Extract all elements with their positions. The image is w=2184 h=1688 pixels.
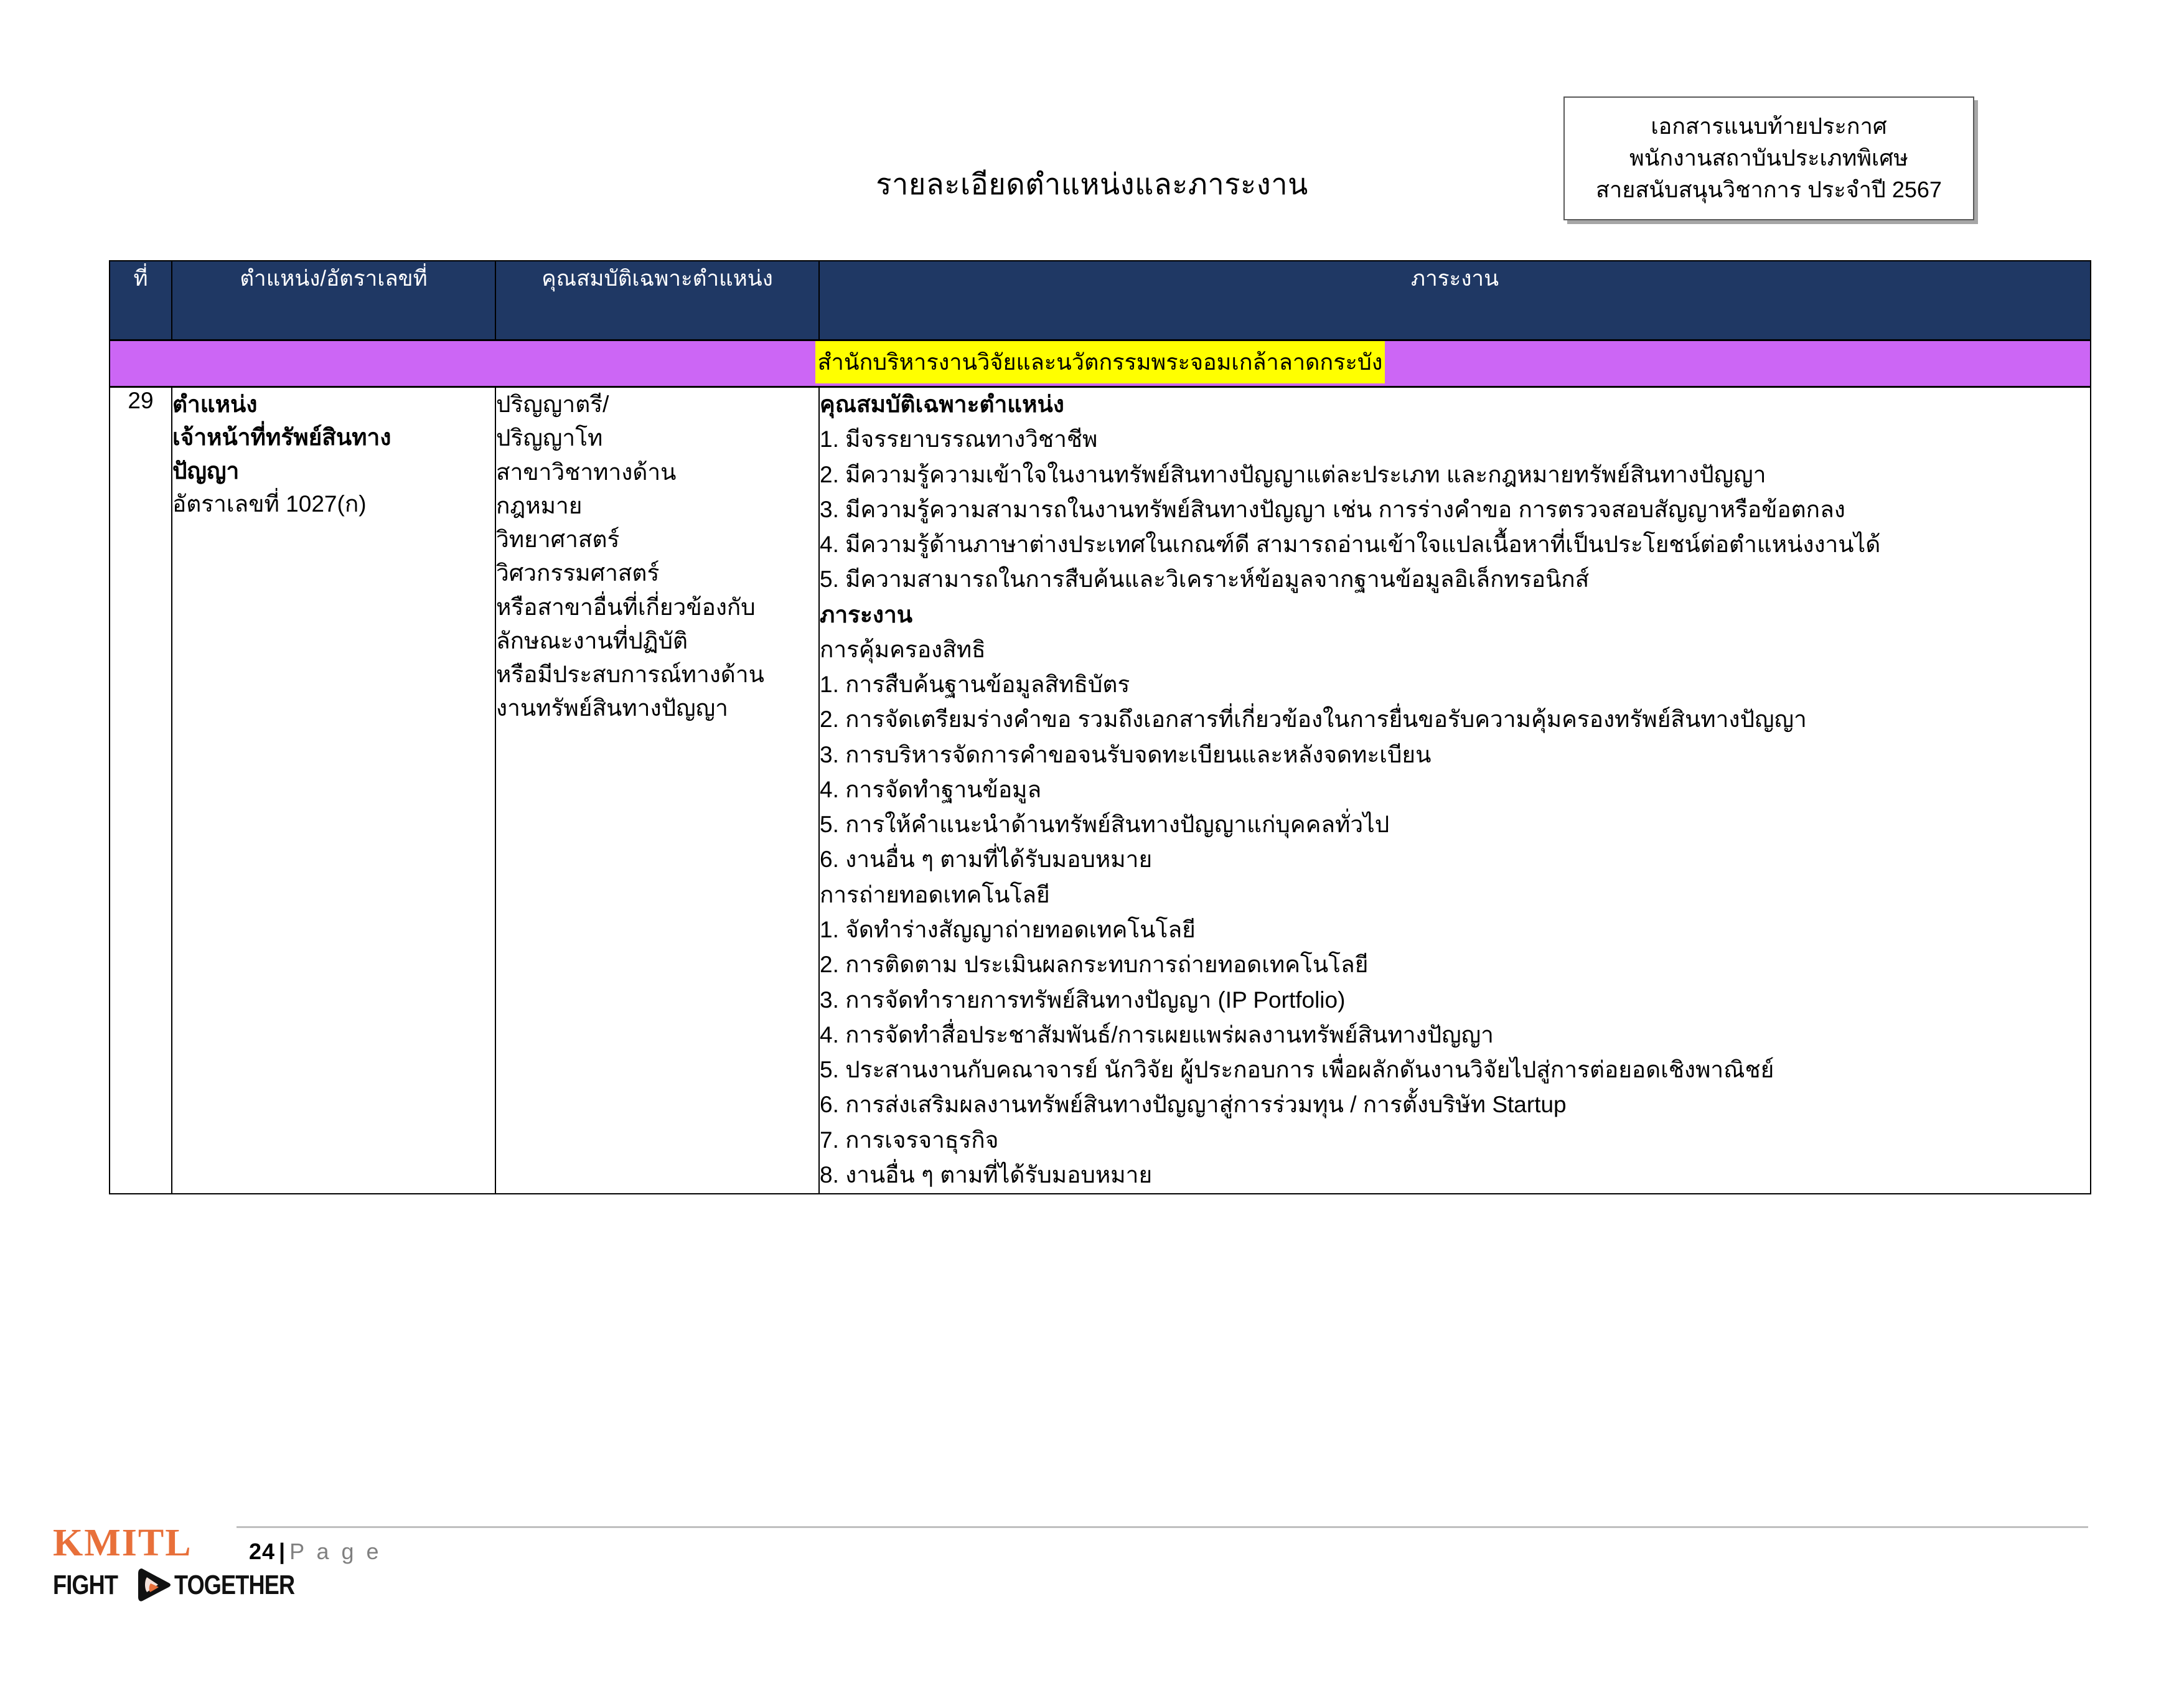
row-duties-cell	[819, 387, 2091, 1194]
duties-group1-item: 6. งานอื่น ๆ ตามที่ได้รับมอบหมาย	[820, 846, 1153, 873]
duties-qual-item: 3. มีความรู้ความสามารถในงานทรัพย์สินทางปัญญา เช่น การร่างคำขอ การตรวจสอบสัญญาหรือข้อตกลง	[820, 496, 1845, 522]
duties-group2-item: 8. งานอื่น ๆ ตามที่ได้รับมอบหมาย	[820, 1161, 1153, 1188]
qual-line: ลักษณะงานที่ปฏิบัติ	[496, 627, 688, 654]
duties-group2-title: การถ่ายทอดเทคโนโลยี	[820, 881, 1050, 907]
duties-group1-item: 3. การบริหารจัดการคำขอจนรับจดทะเบียนและหลังจดทะเบียน	[820, 741, 1432, 767]
duties-qualification-heading: คุณสมบัติเฉพาะตำแหน่ง	[820, 392, 1064, 417]
duties-qual-item: 4. มีความรู้ด้านภาษาต่างประเทศในเกณฑ์ดี สามารถอ่านเข้าใจแปลเนื้อหาที่เป็นประโยชน์ต่อตำแหน่งงานได้	[820, 532, 1881, 558]
qual-line: สาขาวิชาทางด้าน	[496, 459, 677, 485]
footer-divider	[237, 1526, 2088, 1528]
header-box-line-3: สายสนับสนุนวิชาการ ประจำปี 2567	[1596, 177, 1942, 203]
section-title: สำนักบริหารงานวิจัยและนวัตกรรมพระจอมเกล้าลาดกระบัง	[815, 341, 1385, 383]
duties-group2-item: 7. การเจรจาธุรกิจ	[820, 1127, 999, 1153]
column-header-no: ที่	[110, 261, 172, 340]
qual-line: งานทรัพย์สินทางปัญญา	[496, 695, 728, 721]
page-number-value: 24	[249, 1539, 276, 1564]
kmitl-wordmark: KMITL	[53, 1522, 192, 1564]
qual-line: วิทยาศาสตร์	[496, 527, 620, 553]
kmitl-logo	[53, 1524, 321, 1605]
table-header-row	[110, 261, 2091, 340]
duties-qual-item: 5. มีความสามารถในการสืบค้นและวิเคราะห์ข้อมูลจากฐานข้อมูลอิเล็กทรอนิกส์	[820, 566, 1590, 593]
duties-group2-item: 1. จัดทำร่างสัญญาถ่ายทอดเทคโนโลยี	[820, 916, 1196, 942]
duties-group1-title: การคุ้มครองสิทธิ	[820, 636, 986, 662]
header-box-line-1: เอกสารแนบท้ายประกาศ	[1651, 113, 1887, 139]
column-header-duties: ภาระงาน	[819, 261, 2091, 340]
duties-qual-item: 1. มีจรรยาบรรณทางวิชาชีพ	[820, 426, 1098, 452]
duties-group2-item: 3. การจัดทำรายการทรัพย์สินทางปัญญา (IP Portfolio)	[820, 987, 1346, 1013]
tagline-together: TOGETHER	[174, 1570, 295, 1600]
play-triangle-icon	[134, 1566, 173, 1605]
qual-line: ปริญญาโท	[496, 425, 603, 451]
duties-group2-item: 4. การจัดทำสื่อประชาสัมพันธ์/การเผยแพร่ผลงานทรัพย์สินทางปัญญา	[820, 1021, 1494, 1048]
fight-together-tagline	[53, 1566, 321, 1605]
row-index: 29	[110, 387, 172, 1194]
qual-line: ปริญญาตรี/	[496, 392, 609, 417]
position-code: อัตราเลขที่ 1027(ก)	[172, 490, 367, 517]
header-box-line-2: พนักงานสถาบันประเภทพิเศษ	[1629, 145, 1908, 171]
qual-line: วิศวกรรมศาสตร์	[496, 560, 660, 586]
position-name-line2: ปัญญา	[172, 457, 240, 484]
qual-line: กฎหมาย	[496, 492, 583, 518]
column-header-qual: คุณสมบัติเฉพาะตำแหน่ง	[495, 261, 819, 340]
section-header-cell	[110, 340, 2091, 387]
section-header-row	[110, 340, 2091, 387]
duties-group2-item: 6. การส่งเสริมผลงานทรัพย์สินทางปัญญาสู่การร่วมทุน / การตั้งบริษัท Startup	[820, 1092, 1567, 1118]
row-qualification-cell	[495, 387, 819, 1194]
duties-group1-item: 1. การสืบค้นฐานข้อมูลสิทธิบัตร	[820, 672, 1130, 698]
position-name-line1: เจ้าหน้าที่ทรัพย์สินทาง	[172, 424, 391, 451]
duties-group2-item: 5. ประสานงานกับคณาจารย์ นักวิจัย ผู้ประกอบการ เพื่อผลักดันงานวิจัยไปสู่การต่อยอดเชิงพาณิชย์	[820, 1057, 1774, 1083]
page-word: P a g e	[289, 1539, 382, 1564]
duties-group2-item: 2. การติดตาม ประเมินผลกระทบการถ่ายทอดเทคโนโลยี	[820, 952, 1369, 978]
tagline-fight: FIGHT	[53, 1570, 118, 1600]
duties-group1-item: 2. การจัดเตรียมร่างคำขอ รวมถึงเอกสารที่เกี่ยวข้องในการยื่นขอรับความคุ้มครองทรัพย์สินทางปัญญา	[820, 706, 1807, 733]
position-label: ตำแหน่ง	[172, 392, 258, 417]
duties-heading: ภาระงาน	[820, 601, 913, 627]
page-title: รายละเอียดตำแหน่งและภาระงาน	[876, 167, 1308, 200]
header-annotation-box	[1563, 96, 1974, 220]
qual-line: หรือสาขาอื่นที่เกี่ยวข้องกับ	[496, 594, 756, 620]
duties-group1-item: 4. การจัดทำฐานข้อมูล	[820, 776, 1042, 802]
column-header-position: ตำแหน่ง/อัตราเลขที่	[172, 261, 495, 340]
qual-line: หรือมีประสบการณ์ทางด้าน	[496, 662, 764, 688]
duties-qual-item: 2. มีความรู้ความเข้าใจในงานทรัพย์สินทางปัญญาแต่ละประเภท และกฎหมายทรัพย์สินทางปัญญา	[820, 461, 1766, 487]
row-position-cell	[172, 387, 495, 1194]
table-row	[110, 387, 2091, 1194]
position-details-table	[109, 260, 2091, 1194]
duties-group1-item: 5. การให้คำแนะนำด้านทรัพย์สินทางปัญญาแก่บุคคลทั่วไป	[820, 812, 1390, 838]
page-number-separator: |	[279, 1539, 286, 1564]
